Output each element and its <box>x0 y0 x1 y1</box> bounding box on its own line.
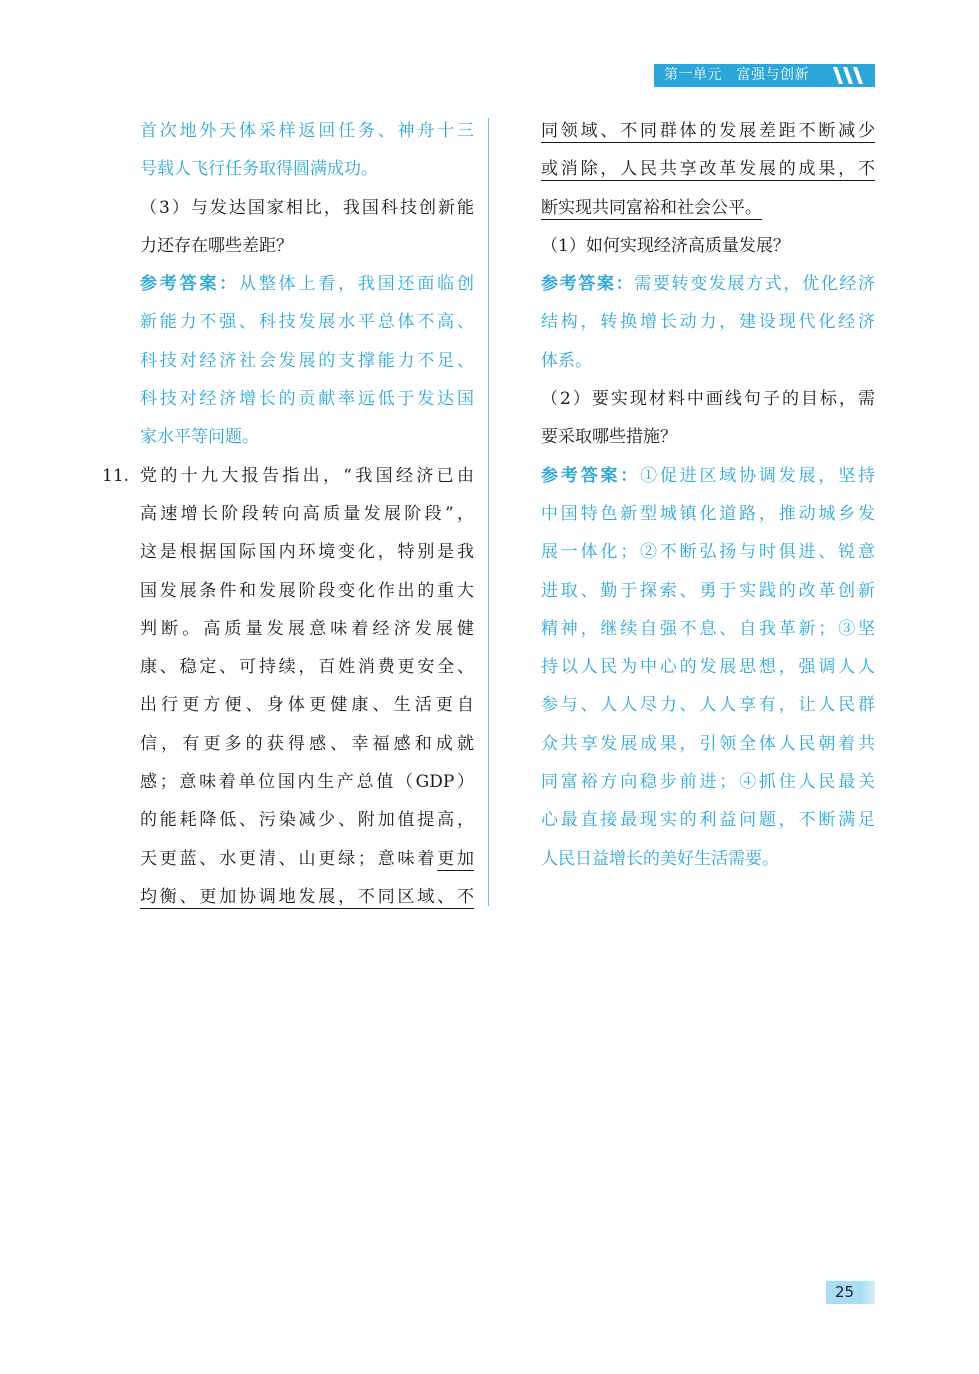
q1-answer-line: 结构，转换增长动力，建设现代化经济 <box>541 312 875 333</box>
q2-answer-line: 进取、勤于探索、勇于实践的改革创新 <box>541 580 875 601</box>
question-2-line: （2）要实现材料中画线句子的目标，需 <box>541 389 875 410</box>
question-2-line: 要采取哪些措施？ <box>541 427 677 448</box>
answer-label: 参考答案： <box>541 465 641 486</box>
q2-answer-text: ①促进区域协调发展，坚持 <box>640 465 875 486</box>
q2-answer-line: 中国特色新型城镇化道路，推动城乡发 <box>541 503 875 524</box>
unit-title: 第一单元 富强与创新 <box>664 67 809 83</box>
underlined-text: 均衡、更加协调地发展，不同区域、不 <box>140 886 474 907</box>
q11-line: 感；意味着单位国内生产总值（GDP） <box>140 772 474 793</box>
q11-line-plain: 天更蓝、水更清、山更绿；意味着 <box>140 848 438 869</box>
question-3-line: （3）与发达国家相比，我国科技创新能 <box>140 197 474 218</box>
q2-answer-line: 同富裕方向稳步前进；④抓住人民最关 <box>541 772 875 793</box>
q3-answer-text: 从整体上看，我国还面临创 <box>239 274 474 295</box>
question-1: （1）如何实现经济高质量发展？ <box>541 235 790 256</box>
q2-answer-line: 持以人民为中心的发展思想，强调人人 <box>541 657 875 678</box>
underlined-text: 更加 <box>437 848 474 869</box>
q11-line: 高速增长阶段转向高质量发展阶段”， <box>140 503 474 524</box>
left-column <box>102 112 474 916</box>
continued-answer-line: 首次地外天体采样返回任务、神舟十三 <box>140 121 474 141</box>
q2-answer-line: 心最直接最现实的利益问题，不断满足 <box>541 810 875 831</box>
underlined-text: 断实现共同富裕和社会公平。 <box>541 197 762 218</box>
q2-answer-line <box>541 457 875 495</box>
answer-label: 参考答案： <box>140 274 240 295</box>
q11-line: 这是根据国际国内环境变化，特别是我 <box>140 542 474 563</box>
column-divider <box>488 118 489 906</box>
underlined-text: 同领域、不同群体的发展差距不断减少 <box>541 121 875 141</box>
continued-answer-line: 号载人飞行任务取得圆满成功。 <box>140 159 378 180</box>
q3-answer-line: 科技对经济社会发展的支撑能力不足、 <box>140 350 474 371</box>
underlined-text: 或消除，人民共享改革发展的成果，不 <box>541 159 875 180</box>
q3-answer-line: 科技对经济增长的贡献率远低于发达国 <box>140 389 474 410</box>
q11-line: 党的十九大报告指出，“我国经济已由 <box>140 465 474 486</box>
q1-answer-line <box>541 265 875 303</box>
q11-line: 信，有更多的获得感、幸福感和成就 <box>140 733 474 754</box>
q11-line: 国发展条件和发展阶段变化作出的重大 <box>140 580 474 601</box>
stripes-decoration-icon <box>831 64 871 87</box>
q11-line <box>140 840 474 878</box>
q3-answer-line: 家水平等问题。 <box>140 427 259 448</box>
question-3-line: 力还存在哪些差距？ <box>140 235 293 256</box>
q2-answer-line: 人民日益增长的美好生活需要。 <box>541 848 779 869</box>
right-column <box>541 112 875 878</box>
q11-line: 判断。高质量发展意味着经济发展健 <box>140 618 474 639</box>
page-number-badge <box>826 1281 875 1304</box>
q1-answer-line: 体系。 <box>541 350 592 371</box>
q2-answer-line: 众共享发展成果，引领全体人民朝着共 <box>541 733 875 754</box>
unit-header <box>654 64 875 87</box>
answer-label: 参考答案： <box>541 274 635 295</box>
q3-answer-line: 新能力不强、科技发展水平总体不高、 <box>140 312 474 333</box>
q11-line: 的能耗降低、污染减少、附加值提高， <box>140 810 474 831</box>
q3-answer-line <box>140 265 474 303</box>
q11-line: 出行更方便、身体更健康、生活更自 <box>140 695 474 716</box>
q2-answer-line: 参与、人人尽力、人人享有，让人民群 <box>541 695 875 716</box>
question-number: 11. <box>102 465 130 486</box>
q2-answer-line: 展一体化；②不断弘扬与时俱进、锐意 <box>541 542 875 563</box>
q1-answer-text: 需要转变发展方式，优化经济 <box>634 274 876 295</box>
q2-answer-line: 精神，继续自强不息、自我革新；③坚 <box>541 618 875 639</box>
page-number: 25 <box>835 1283 855 1301</box>
q11-line: 康、稳定、可持续，百姓消费更安全、 <box>140 657 474 678</box>
question-11 <box>102 457 474 495</box>
